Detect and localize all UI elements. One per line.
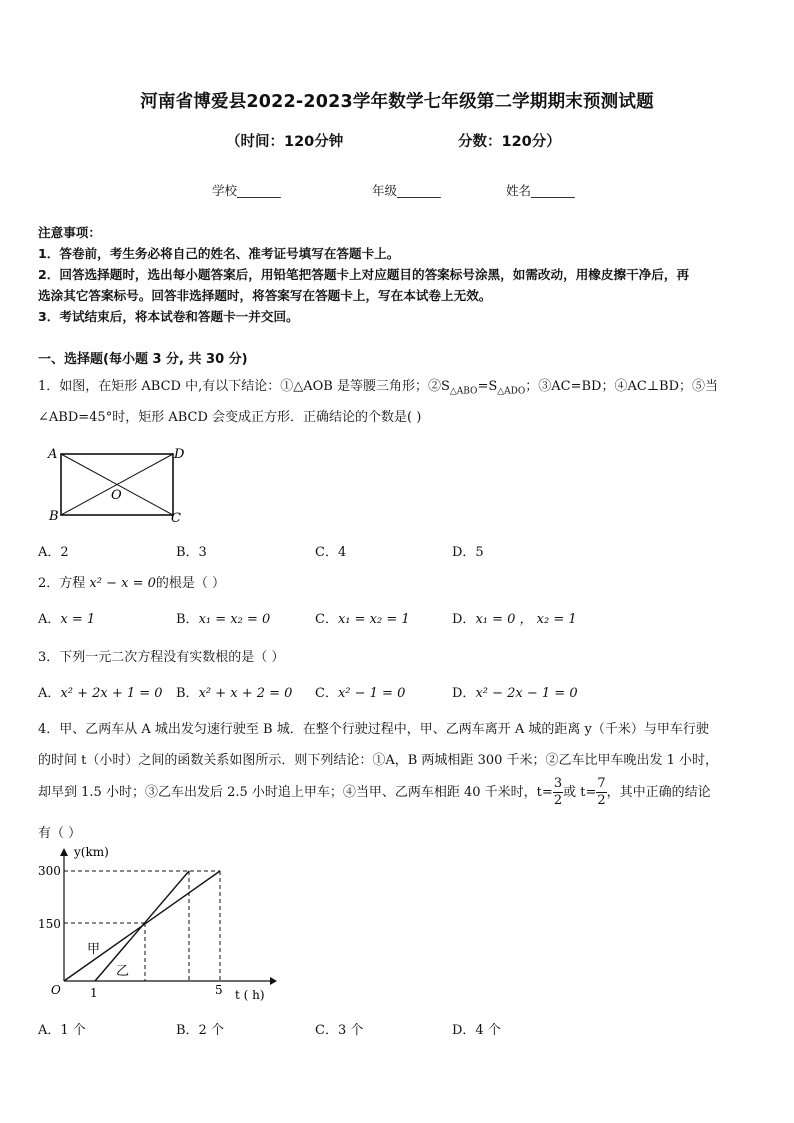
q4-frac2-numerator: 7 [597, 776, 606, 791]
page-title: 河南省博爱县2022-2023学年数学七年级第二学期期末预测试题 [140, 92, 654, 112]
q2-option-d-value: x₁ = 0 ， x₂ = 1 [475, 612, 577, 627]
tick-5: 5 [215, 983, 223, 997]
q1-text-b: ；③AC=BD；④AC⊥BD；⑤当 [525, 379, 719, 394]
q4-stem-line1: 4．甲、乙两车从 A 城出发匀速行驶至 B 城．在整个行驶过程中，甲、乙两车离开 A 城的距离 y（千米）与甲车行驶 [38, 722, 709, 737]
q4-frac1-denominator: 2 [553, 793, 563, 808]
q1-text-a: 1．如图，在矩形 ABCD 中,有以下结论：①△AOB 是等腰三角形；②S [38, 379, 450, 394]
q3-option-d [452, 682, 578, 701]
q4-text-a: 却早到 1.5 小时；③乙车出发后 2.5 小时追上甲车；④当甲、乙两车相距 40 千米时，t= [38, 785, 553, 800]
y-axis-arrow [60, 848, 68, 856]
x-axis-arrow [270, 977, 277, 985]
q2-option-a [38, 608, 95, 627]
q3-option-d-label: D． [452, 686, 476, 701]
x-axis-label: t ( h) [235, 988, 265, 1002]
grade-field: 年级_______ [372, 183, 441, 198]
notice-line-3: 3．考试结束后，将本试卷和答题卡一并交回。 [38, 309, 299, 324]
label-b: B [49, 509, 59, 524]
label-c: C [171, 511, 181, 526]
q4-frac2-denominator: 2 [597, 793, 606, 808]
q2-post: 的根是（ ） [155, 576, 226, 591]
notice-line-2b: 选涂其它答案标号。回答非选择题时，将答案写在答题卡上，写在本试卷上无效。 [38, 288, 492, 303]
q1-sub-ado: △ADO [497, 386, 526, 397]
q1-option-a: A．2 [38, 545, 69, 560]
q2-option-d [452, 608, 577, 627]
q2-option-b-value: x₁ = x₂ = 0 [198, 612, 271, 627]
q2-option-c [315, 608, 410, 627]
section-heading: 一、选择题(每小题 3 分, 共 30 分) [38, 352, 248, 367]
q1-rectangle-figure [44, 442, 194, 527]
q2-option-a-label: A． [38, 612, 61, 627]
q3-option-b-value: x² + x + 2 = 0 [198, 686, 293, 701]
q1-eq: =S [477, 379, 498, 394]
q1-stem-line1 [38, 375, 718, 397]
label-yi: 乙 [116, 964, 130, 979]
name-field: 姓名_______ [506, 183, 575, 198]
y-axis-label: y(km) [74, 845, 109, 859]
q4-stem-line4: 有（ ） [38, 826, 82, 841]
q1-option-b: B．3 [176, 545, 207, 560]
q2-option-b [176, 608, 270, 627]
exam-score: 分数：120分） [458, 134, 561, 150]
label-jia: 甲 [87, 942, 101, 957]
q2-pre: 2．方程 [38, 576, 90, 591]
q4-frac1-numerator: 3 [553, 776, 563, 791]
label-o: O [111, 488, 122, 503]
q3-option-a [38, 682, 163, 701]
q3-option-c-value: x² − 1 = 0 [337, 686, 406, 701]
q2-equation: x² − x = 0 [89, 576, 156, 591]
q1-stem-line2: ∠ABD=45°时，矩形 ABCD 会变成正方形．正确结论的个数是( ) [38, 410, 422, 425]
q3-stem: 3．下列一元二次方程没有实数根的是（ ） [38, 650, 285, 665]
school-field: 学校_______ [212, 183, 281, 198]
notice-line-1: 1．答卷前，考生务必将自己的姓名、准考证号填写在答题卡上。 [38, 246, 400, 261]
tick-300: 300 [38, 864, 61, 878]
tick-1: 1 [90, 986, 98, 1000]
q2-option-c-value: x₁ = x₂ = 1 [337, 612, 410, 627]
q3-option-c [315, 682, 405, 701]
q4-option-d: D．4 个 [452, 1023, 501, 1038]
q4-fraction-3-2 [553, 776, 563, 809]
q3-option-a-value: x² + 2x + 1 = 0 [60, 686, 163, 701]
q3-option-d-value: x² − 2x − 1 = 0 [475, 686, 578, 701]
q2-option-b-label: B． [176, 612, 199, 627]
line-yi [95, 871, 189, 981]
q4-option-b: B．2 个 [176, 1023, 224, 1038]
q4-stem-line2: 的时间 t（小时）之间的函数关系如图所示．则下列结论：①A，B 两城相距 300 千米；②乙车比甲车晚出发 1 小时， [38, 753, 719, 768]
q3-option-b-label: B． [176, 686, 199, 701]
tick-150: 150 [38, 917, 61, 931]
q3-option-c-label: C． [315, 686, 338, 701]
q4-text-b: 或 t= [563, 785, 597, 800]
q1-option-c: C．4 [315, 545, 347, 560]
q3-option-a-label: A． [38, 686, 61, 701]
label-a: A [48, 447, 58, 462]
exam-time: （时间：120分钟 [226, 134, 344, 150]
q3-option-b [176, 682, 292, 701]
q4-fraction-7-2 [596, 776, 606, 809]
notice-heading: 注意事项： [38, 225, 101, 240]
q4-distance-time-graph [30, 842, 280, 1012]
origin-label: O [51, 983, 61, 997]
notice-line-2a: 2．回答选择题时，选出每小题答案后，用铅笔把答题卡上对应题目的答案标号涂黑，如需改动，用橡皮擦干净后，再 [38, 267, 690, 282]
q4-option-c: C．3 个 [315, 1023, 364, 1038]
q2-option-c-label: C． [315, 612, 338, 627]
q2-option-a-value: x = 1 [60, 612, 96, 627]
q4-option-a: A．1 个 [38, 1023, 86, 1038]
q1-sub-abo: △ABO [449, 386, 478, 397]
label-d: D [174, 447, 185, 462]
q1-option-d: D．5 [452, 545, 484, 560]
q4-text-c: ，其中正确的结论 [606, 785, 711, 800]
q4-stem-line3 [38, 776, 711, 809]
q2-stem [38, 572, 225, 591]
q2-option-d-label: D． [452, 612, 476, 627]
